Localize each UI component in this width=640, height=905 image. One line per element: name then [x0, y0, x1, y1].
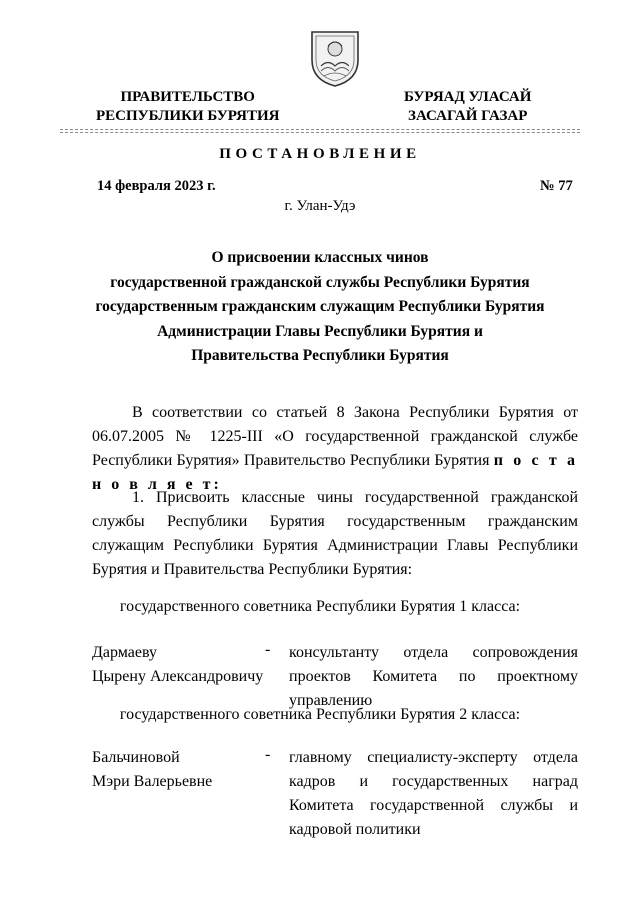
subject-line: О присвоении классных чинов — [211, 249, 429, 266]
employee-given-name: Цырену Александровичу — [92, 668, 264, 685]
subject-line: Правительства Республики Бурятия — [191, 347, 449, 364]
header-divider-2 — [60, 132, 580, 133]
header-right-line1: БУРЯАД УЛАСАЙ — [404, 89, 532, 105]
item-1-text: 1. Присвоить классные чины государственной гражданской службы Республики Бурятия государственным гражданским служащим Республики Бурятия Администрации Главы Республики Бурятия и Правительства Республики Бурятия: — [92, 489, 578, 578]
document-title: ПОСТАНОВЛЕНИЕ — [219, 146, 421, 162]
item-1-paragraph — [92, 486, 578, 582]
employee-surname: Бальчиновой — [92, 749, 180, 766]
preamble-action: п о с т а н о в л я е т: — [92, 452, 579, 493]
preamble-text: В соответствии со статьей 8 Закона Республики Бурятия от 06.07.2005 № 1225-III «О государственной гражданской службе Республики Бурятия» Правительство Республики Бурятия — [92, 404, 578, 469]
name-dash: - — [265, 641, 271, 658]
employee-position-2: главному специалисту-эксперту отдела кадров и государственных наград Комитета государственной службы и кадровой политики — [289, 749, 578, 838]
subject-line: государственной гражданской службы Республики Бурятия — [110, 273, 530, 291]
preamble-paragraph — [92, 401, 578, 497]
name-dash: - — [265, 746, 271, 763]
header-right-line2: ЗАСАГАЙ ГАЗАР — [408, 108, 528, 124]
employee-given-name: Мэри Валерьевне — [92, 773, 213, 790]
header-left — [96, 88, 280, 126]
subject-line: государственным гражданским служащим Республики Бурятия — [95, 298, 545, 315]
employee-surname: Дармаеву — [92, 644, 157, 661]
header-right — [404, 88, 531, 126]
rank-heading-2: государственного советника Республики Бурятия 2 класса: — [119, 706, 521, 723]
document-date: 14 февраля 2023 г. — [97, 178, 216, 194]
document-subject — [70, 246, 570, 369]
employee-name-2 — [92, 746, 292, 794]
header-divider — [60, 129, 580, 130]
employee-position-1: консультанту отдела сопровождения проектов Комитета по проектному управлению — [289, 644, 578, 709]
subject-line: Администрации Главы Республики Бурятия и — [157, 322, 483, 340]
employee-name-1 — [92, 641, 292, 689]
document-city: г. Улан-Удэ — [284, 198, 356, 214]
document-number: № 77 — [540, 178, 573, 194]
header-left-line2: РЕСПУБЛИКИ БУРЯТИЯ — [96, 108, 280, 124]
header-left-line1: ПРАВИТЕЛЬСТВО — [120, 89, 255, 105]
coat-of-arms-icon — [306, 26, 364, 88]
rank-heading-1: государственного советника Республики Бурятия 1 класса: — [119, 598, 521, 615]
